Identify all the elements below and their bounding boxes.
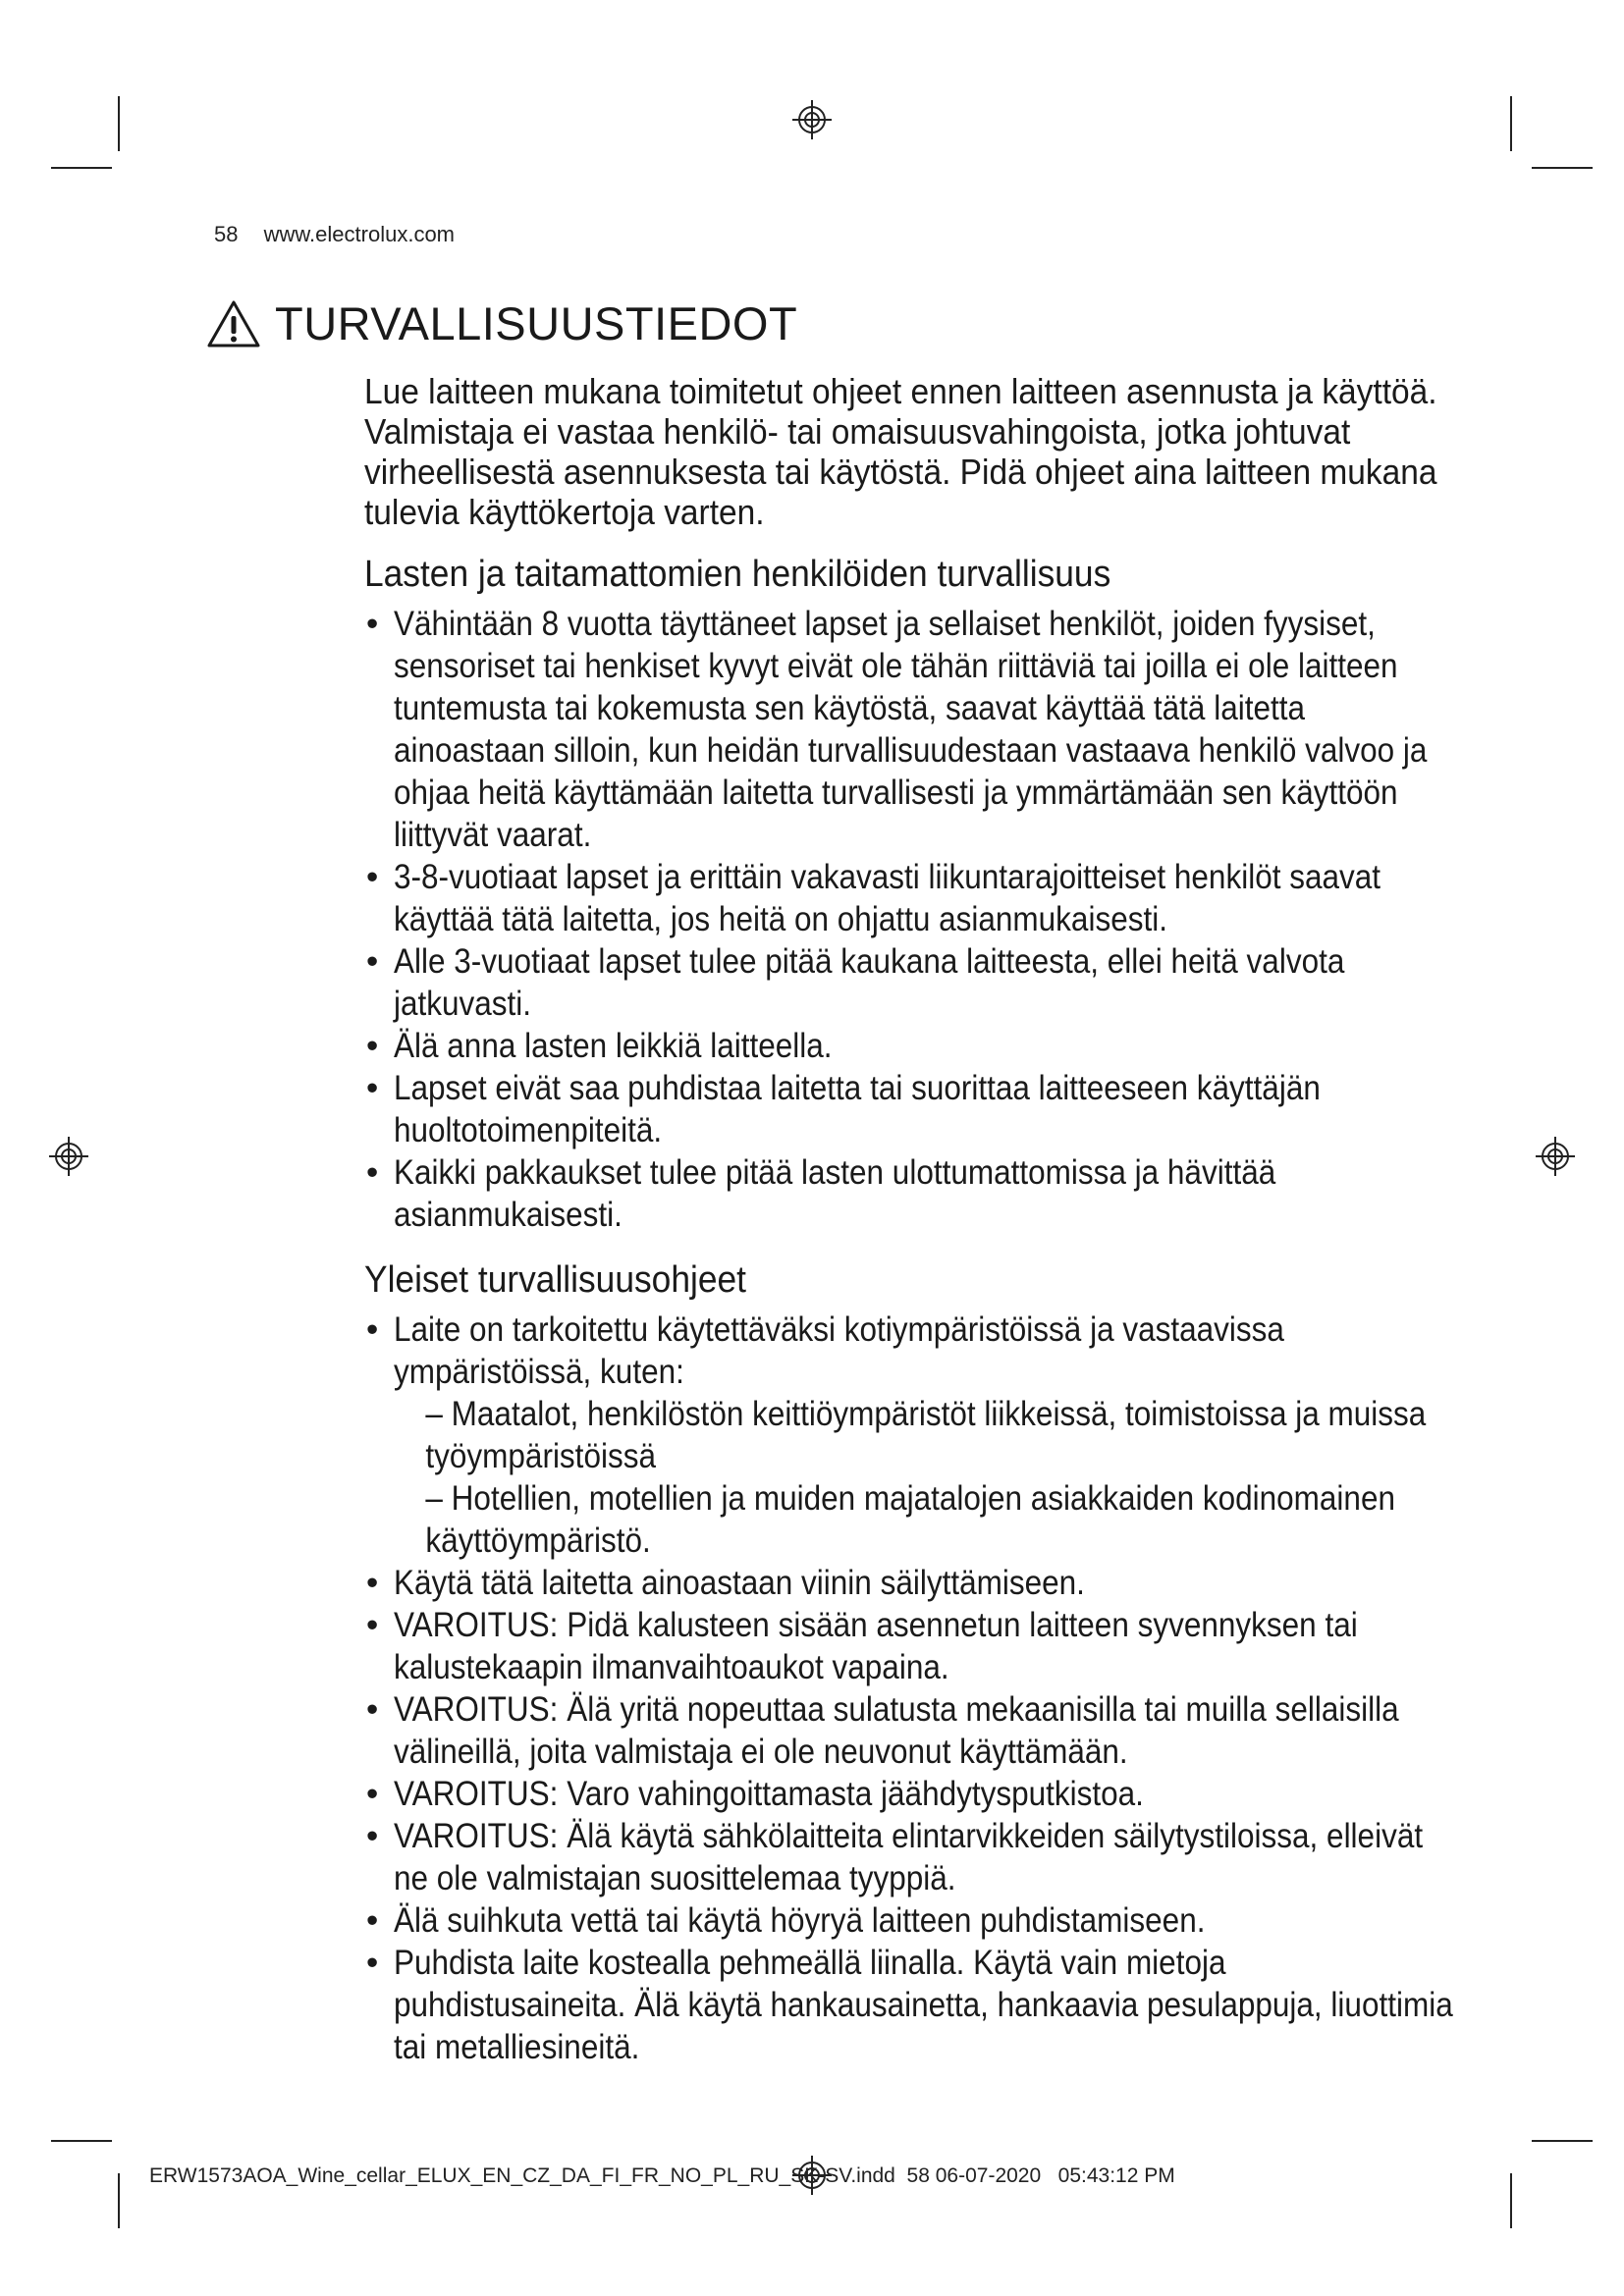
crop-mark — [51, 167, 112, 169]
list-item: • VAROITUS: Pidä kalusteen sisään asennetun laitteen syvennyksen tai kalustekaapin ilmanvaihtoaukot vapaina. — [364, 1604, 1464, 1688]
main-content — [364, 371, 1464, 2090]
footer-datetime: 06-07-2020 05:43:12 PM — [935, 2164, 1175, 2187]
list-item: • VAROITUS: Älä yritä nopeuttaa sulatusta mekaanisilla tai muilla sellaisilla välineillä, joita valmistaja ei ole neuvonut käyttämään. — [364, 1688, 1464, 1773]
bullet-list — [364, 603, 1464, 1236]
list-item: • Vähintään 8 vuotta täyttäneet lapset ja sellaiset henkilöt, joiden fyysiset, sensoriset tai henkiset kyvyt eivät ole tähän riittäviä tai joilla ei ole laitteen tuntemusta tai kokemusta sen käytöstä, saavat käyttää tätä laitetta ainoastaan silloin, kun heidän turvallisuudestaan vastaava henkilö valvoo ja ohjaa heitä käyttämään laitetta turvallisesti ja ymmärtämään sen käyttöön liittyvät vaarat. — [364, 603, 1464, 856]
page-header — [214, 222, 455, 247]
list-item: • 3-8-vuotiaat lapset ja erittäin vakavasti liikuntarajoitteiset henkilöt saavat käyttää tätä laitetta, jos heitä on ohjattu asianmukaisesti. — [364, 856, 1464, 940]
crop-mark — [1532, 2140, 1593, 2142]
warning-icon — [206, 299, 261, 348]
print-footer — [149, 2164, 1175, 2188]
list-item: • VAROITUS: Varo vahingoittamasta jäähdytysputkistoa. — [364, 1773, 1464, 1815]
registration-mark-icon — [1536, 1137, 1575, 1176]
bullet-list — [364, 1308, 1464, 2068]
crop-mark — [1510, 96, 1512, 151]
list-item: • Lapset eivät saa puhdistaa laitetta tai suorittaa laitteeseen käyttäjän huoltotoimenpiteitä. — [364, 1067, 1464, 1151]
list-item: • Älä suihkuta vettä tai käytä höyryä laitteen puhdistamiseen. — [364, 1899, 1464, 1942]
crop-mark — [1532, 167, 1593, 169]
crop-mark — [51, 2140, 112, 2142]
list-item: • Puhdista laite kostealla pehmeällä liinalla. Käytä vain mietoja puhdistusaineita. Älä käytä hankausainetta, hankaavia pesulappuja, liuottimia tai metalliesineitä. — [364, 1942, 1464, 2068]
list-item: • Kaikki pakkaukset tulee pitää lasten ulottumattomissa ja hävittää asianmukaisesti. — [364, 1151, 1464, 1236]
list-item: • Älä anna lasten leikkiä laitteella. — [364, 1025, 1464, 1067]
list-item: • Laite on tarkoitettu käytettäväksi kotiympäristöissä ja vastaavissa ympäristöissä, kuten: – Maatalot, henkilöstön keittiöympäristöt liikkeissä, toimistoissa ja muissa työympäristöissä – Hotellien, motellien ja muiden majatalojen asiakkaiden kodinomainen käyttöympäristö. — [364, 1308, 1464, 1562]
crop-mark — [1510, 2173, 1512, 2228]
list-item: • Käytä tätä laitetta ainoastaan viinin säilyttämiseen. — [364, 1562, 1464, 1604]
page-number: 58 — [214, 222, 239, 246]
section-heading: Yleiset turvallisuusohjeet — [364, 1259, 746, 1301]
section-title — [206, 296, 797, 350]
intro-paragraph: Lue laitteen mukana toimitetut ohjeet ennen laitteen asennusta ja käyttöä. Valmistaja ei vastaa henkilö- tai omaisuusvahingoista, jotka johtuvat virheellisestä asennuksesta tai käytöstä. Pidä ohjeet aina laitteen mukana tulevia käyttökertoja varten. — [364, 371, 1437, 532]
website-link[interactable]: www.electrolux.com — [263, 222, 455, 246]
footer-page: 58 — [906, 2164, 930, 2187]
list-item: • Alle 3-vuotiaat lapset tulee pitää kaukana laitteesta, ellei heitä valvota jatkuvasti. — [364, 940, 1464, 1025]
page-title: TURVALLISUUSTIEDOT — [275, 297, 798, 349]
section-heading: Lasten ja taitamattomien henkilöiden turvallisuus — [364, 554, 1111, 595]
crop-mark — [118, 96, 120, 151]
crop-mark — [118, 2173, 120, 2228]
sub-item: – Hotellien, motellien ja muiden majatalojen asiakkaiden kodinomainen käyttöympäristö. — [425, 1479, 1395, 1560]
registration-mark-icon — [792, 100, 832, 139]
list-item: • VAROITUS: Älä käytä sähkölaitteita elintarvikkeiden säilytystiloissa, elleivät ne ole valmistajan suosittelemaa tyyppiä. — [364, 1815, 1464, 1899]
registration-mark-icon — [49, 1137, 88, 1176]
footer-filename: ERW1573AOA_Wine_cellar_ELUX_EN_CZ_DA_FI_FR_NO_PL_RU_SK-SV.indd — [149, 2164, 895, 2187]
sub-item: – Maatalot, henkilöstön keittiöympäristöt liikkeissä, toimistoissa ja muissa työympäristöissä — [425, 1395, 1427, 1475]
